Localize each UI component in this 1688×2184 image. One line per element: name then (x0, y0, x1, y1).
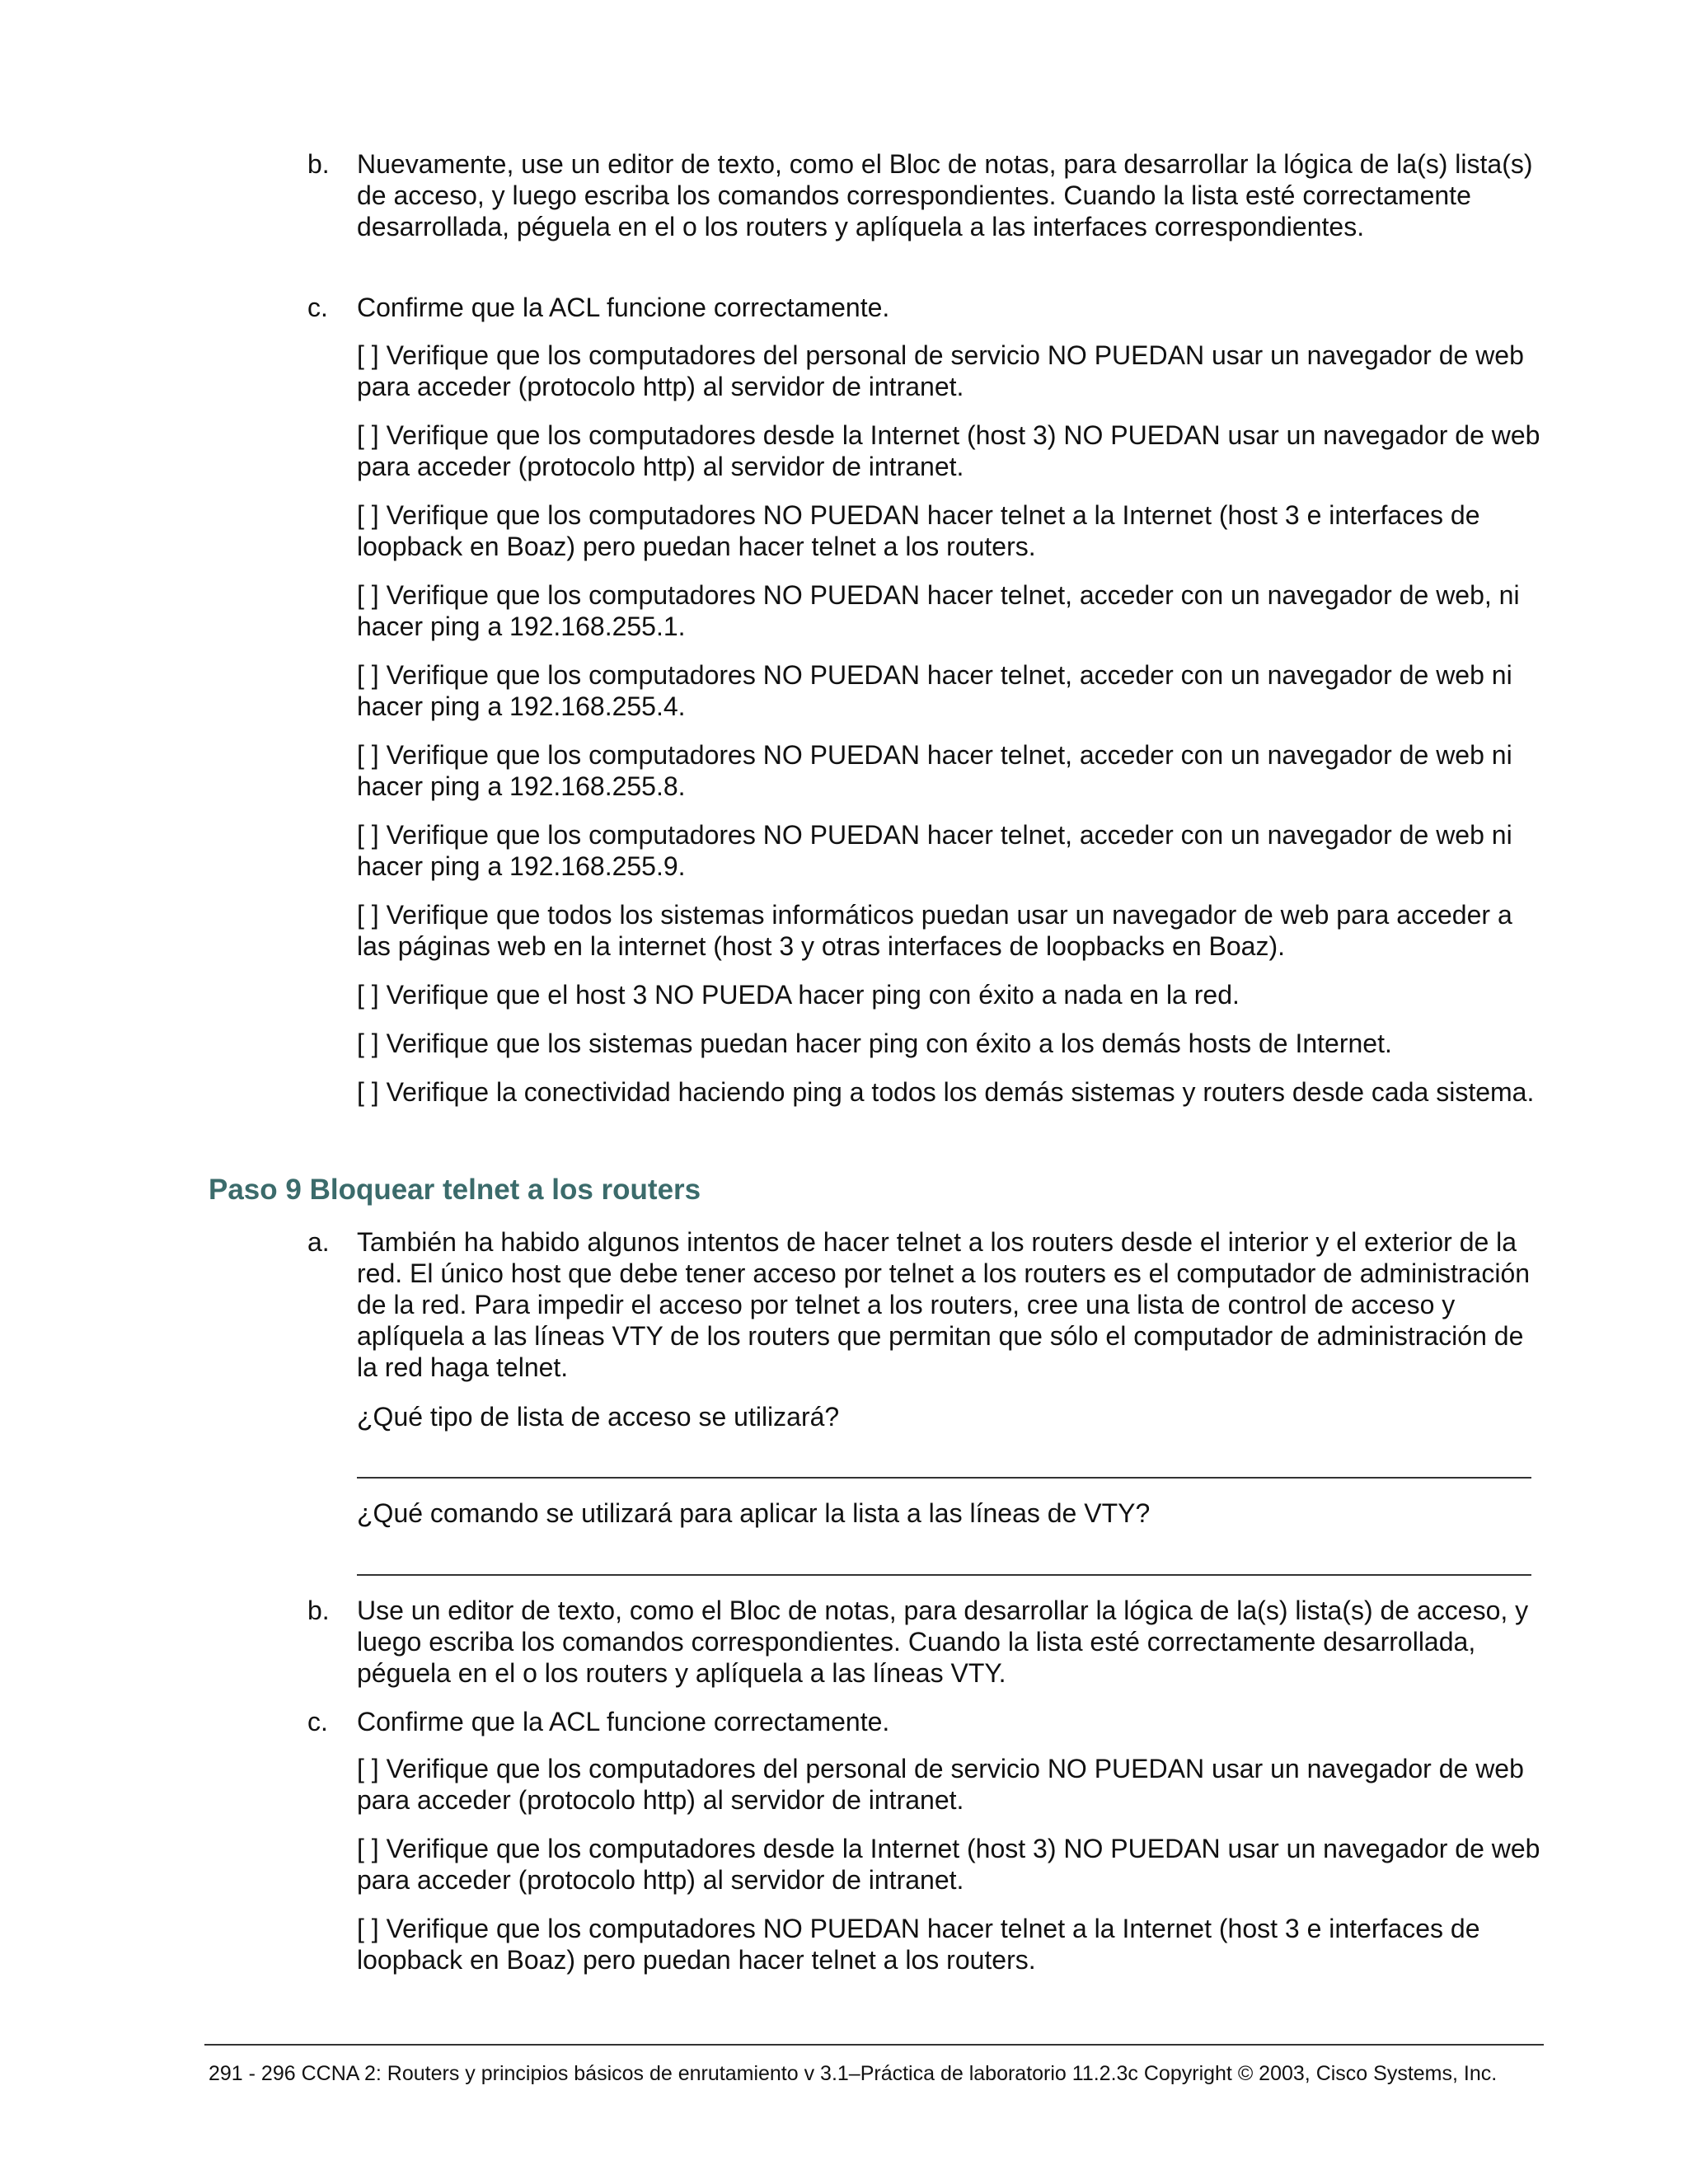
page-footer: 291 - 296 CCNA 2: Routers y principios básicos de enrutamiento v 3.1–Práctica de laboratorio 11.2.3c Copyright © 2003, Cisco Systems, Inc. (209, 2062, 1498, 2085)
section-heading: Paso 9 Bloquear telnet a los routers (209, 1174, 701, 1206)
answer-line[interactable] (357, 1574, 1531, 1576)
checklist-item: [ ] Verifique que los computadores NO PUEDAN hacer telnet, acceder con un navegador de web ni hacer ping a 192.168.255.4. (357, 660, 1512, 721)
checklist-item: [ ] Verifique que los computadores NO PUEDAN hacer telnet a la Internet (host 3 e interfaces de loopback en Boaz) pero puedan hacer telnet a los routers. (357, 1914, 1480, 1975)
list-item-text: Confirme que la ACL funcione correctamente. (357, 1707, 890, 1736)
list-item-text: También ha habido algunos intentos de hacer telnet a los routers desde el interior y el exterior de la red. El único host que debe tener acceso por telnet a los routers es el computador de administración de la red. Para impedir el acceso por telnet a los routers, cree una lista de control de acceso y aplíquela a las líneas VTY de los routers que permitan que sólo el computador de administración de la red haga telnet. (357, 1227, 1531, 1382)
checklist-item: [ ] Verifique que los computadores NO PUEDAN hacer telnet, acceder con un navegador de web ni hacer ping a 192.168.255.9. (357, 820, 1512, 881)
checklist-item: [ ] Verifique que los computadores NO PUEDAN hacer telnet, acceder con un navegador de web, ni hacer ping a 192.168.255.1. (357, 580, 1520, 641)
checklist-item: [ ] Verifique la conectividad haciendo ping a todos los demás sistemas y routers desde cada sistema. (357, 1077, 1535, 1107)
checklist-item: [ ] Verifique que los computadores del personal de servicio NO PUEDAN usar un navegador de web para acceder (protocolo http) al servidor de intranet. (357, 1754, 1524, 1815)
question-text: ¿Qué comando se utilizará para aplicar la lista a las líneas de VTY? (357, 1498, 1151, 1528)
list-item-text: Confirme que la ACL funcione correctamente. (357, 293, 890, 322)
list-letter: c. (307, 1707, 328, 1736)
list-item-text: Use un editor de texto, como el Bloc de notas, para desarrollar la lógica de la(s) lista(s) de acceso, y luego escriba los comandos correspondientes. Cuando la lista esté correctamente desarrollada, péguela en el o los routers y aplíquela a las líneas VTY. (357, 1596, 1529, 1688)
list-letter: b. (307, 149, 330, 179)
list-letter: c. (307, 293, 328, 322)
question-text: ¿Qué tipo de lista de acceso se utilizará? (357, 1402, 840, 1432)
checklist-item: [ ] Verifique que el host 3 NO PUEDA hacer ping con éxito a nada en la red. (357, 980, 1240, 1010)
list-letter: a. (307, 1227, 330, 1257)
footer-divider (204, 2044, 1544, 2046)
list-letter: b. (307, 1596, 330, 1625)
list-item-text: Nuevamente, use un editor de texto, como el Bloc de notas, para desarrollar la lógica de la(s) lista(s) de acceso, y luego escriba los comandos correspondientes. Cuando la lista esté correctamente desarrollada, péguela en el o los routers y aplíquela a las interfaces correspondientes. (357, 149, 1533, 241)
checklist-item: [ ] Verifique que todos los sistemas informáticos puedan usar un navegador de web para acceder a las páginas web en la internet (host 3 y otras interfaces de loopbacks en Boaz). (357, 900, 1512, 961)
checklist-item: [ ] Verifique que los computadores desde la Internet (host 3) NO PUEDAN usar un navegador de web para acceder (protocolo http) al servidor de intranet. (357, 1834, 1540, 1895)
checklist-item: [ ] Verifique que los sistemas puedan hacer ping con éxito a los demás hosts de Internet. (357, 1029, 1392, 1058)
answer-line[interactable] (357, 1477, 1531, 1479)
checklist-item: [ ] Verifique que los computadores NO PUEDAN hacer telnet, acceder con un navegador de web ni hacer ping a 192.168.255.8. (357, 740, 1512, 801)
checklist-item: [ ] Verifique que los computadores del personal de servicio NO PUEDAN usar un navegador de web para acceder (protocolo http) al servidor de intranet. (357, 340, 1524, 401)
checklist-item: [ ] Verifique que los computadores NO PUEDAN hacer telnet a la Internet (host 3 e interfaces de loopback en Boaz) pero puedan hacer telnet a los routers. (357, 500, 1480, 561)
checklist-item: [ ] Verifique que los computadores desde la Internet (host 3) NO PUEDAN usar un navegador de web para acceder (protocolo http) al servidor de intranet. (357, 420, 1540, 481)
